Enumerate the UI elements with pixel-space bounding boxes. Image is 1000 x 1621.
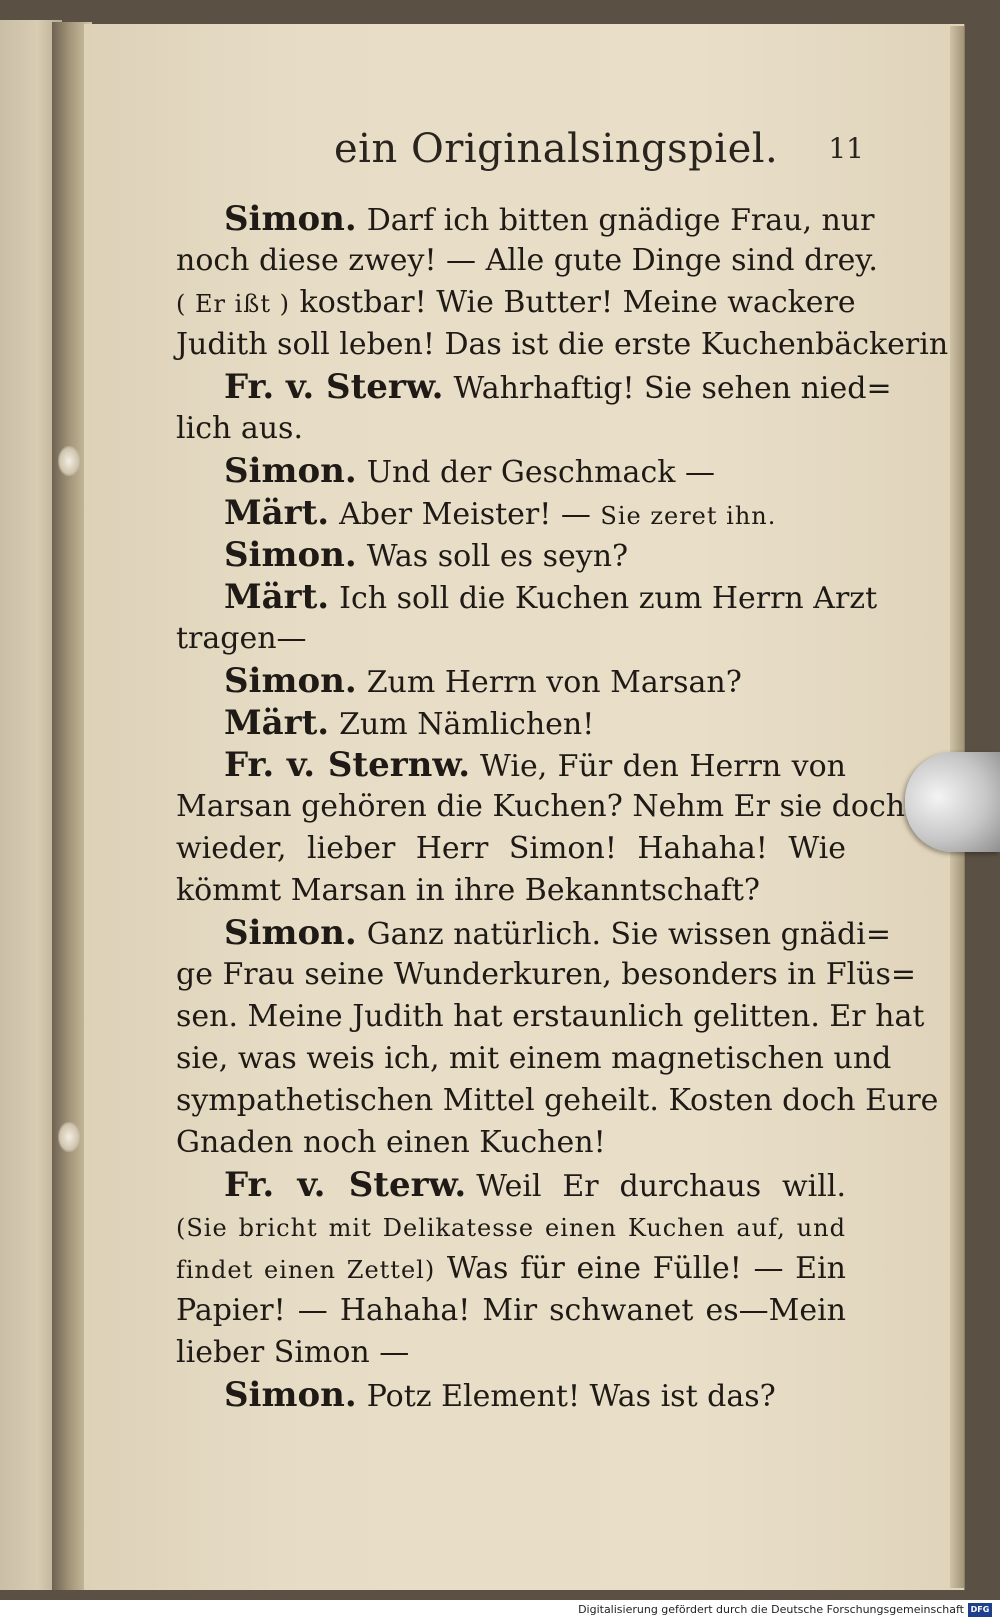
text-line [176,912,891,954]
text-line [176,1164,846,1206]
speaker-name: Fr. v. Sterw. [224,1165,467,1205]
line-text: Weil Er durchaus will. [476,1169,846,1204]
speaker-name: Fr. v. Sternw. [224,745,471,785]
text-line [176,576,878,618]
line-text: kostbar! Wie Butter! Meine wackere [299,285,856,320]
line-text: Zum Nämlichen! [339,707,595,742]
line-text: sie, was weis ich, mit einem magnetischen und [176,1041,892,1076]
text-line [176,450,846,492]
text-line [176,996,925,1038]
line-text: Papier! — Hahaha! Mir schwanet es—Mein [176,1293,846,1328]
line-text: Aber Meister! — [339,497,591,532]
text-line [176,1080,939,1122]
text-line [176,1038,892,1080]
speaker-name: Märt. [224,703,330,743]
bookmark-tab [905,752,1000,852]
binding-stitch [58,1122,80,1152]
stage-direction: (Sie bricht mit Delikatesse einen Kuchen auf, und [176,1214,846,1242]
text-line [176,198,875,240]
line-text: Marsan gehören die Kuchen? Nehm Er sie doch [176,789,906,824]
text-line [176,324,949,366]
line-text: wieder, lieber Herr Simon! Hahaha! Wie [176,831,846,866]
page-header [334,126,864,178]
speaker-name: Simon. [224,661,357,701]
text-line [176,366,892,408]
speaker-name: Simon. [224,1375,357,1415]
speaker-name: Simon. [224,535,357,575]
line-text: Ganz natürlich. Sie wissen gnädi= [366,917,891,952]
line-text: sen. Meine Judith hat erstaunlich gelitten. Er hat [176,999,925,1034]
dfg-logo: DFG [968,1603,992,1617]
stage-direction: Sie zeret ihn. [600,502,777,530]
footer-bar [0,1600,1000,1621]
line-text: Darf ich bitten gnädige Frau, nur [366,203,875,238]
text-line [176,954,916,996]
text-line [176,1248,846,1290]
text-line [176,702,846,744]
text-line [176,1332,846,1374]
line-text: Was für eine Fülle! — Ein [446,1251,846,1286]
line-text: noch diese zwey! — Alle gute Dinge sind drey. [176,243,878,278]
text-line [176,618,846,660]
line-text: kömmt Marsan in ihre Bekanntschaft? [176,873,761,908]
text-line [176,1122,846,1164]
line-text: Zum Herrn von Marsan? [366,665,742,700]
line-text: sympathetischen Mittel geheilt. Kosten doch Eure [176,1083,939,1118]
line-text: tragen— [176,621,307,656]
binding-stitch [58,446,80,476]
stage-direction: ( Er ißt ) [176,290,290,318]
funding-credit: Digitalisierung gefördert durch die Deutsche Forschungsgemeinschaft [578,1603,964,1616]
text-line [176,1290,846,1332]
text-line [176,828,846,870]
speaker-name: Simon. [224,913,357,953]
text-line [176,282,856,324]
speaker-name: Simon. [224,451,357,491]
line-text: Was soll es seyn? [366,539,629,574]
line-text: Ich soll die Kuchen zum Herrn Arzt [339,581,878,616]
line-text: Wahrhaftig! Sie sehen nied= [453,371,892,406]
text-line [176,1206,846,1248]
text-line [176,870,846,912]
text-line [176,240,878,282]
running-title: ein Originalsingspiel. [334,126,779,172]
line-text: lieber Simon — [176,1335,410,1370]
page-text [176,198,949,1416]
page-number: 11 [828,132,864,165]
stage-direction: findet einen Zettel) [176,1256,436,1284]
line-text: Gnaden noch einen Kuchen! [176,1125,606,1160]
text-line [176,492,846,534]
line-text: lich aus. [176,411,303,446]
line-text: Potz Element! Was ist das? [366,1379,776,1414]
speaker-name: Märt. [224,577,330,617]
text-line [176,534,846,576]
text-line [176,744,846,786]
speaker-name: Simon. [224,199,357,239]
speaker-name: Märt. [224,493,330,533]
line-text: ge Frau seine Wunderkuren, besonders in Flüs= [176,957,916,992]
text-line [176,660,846,702]
line-text: Judith soll leben! Das ist die erste Kuchenbäckerin [176,327,949,362]
text-line [176,408,846,450]
line-text: Wie, Für den Herrn von [480,749,847,784]
speaker-name: Fr. v. Sterw. [224,367,444,407]
text-line [176,1374,846,1416]
text-line [176,786,906,828]
line-text: Und der Geschmack — [366,455,715,490]
